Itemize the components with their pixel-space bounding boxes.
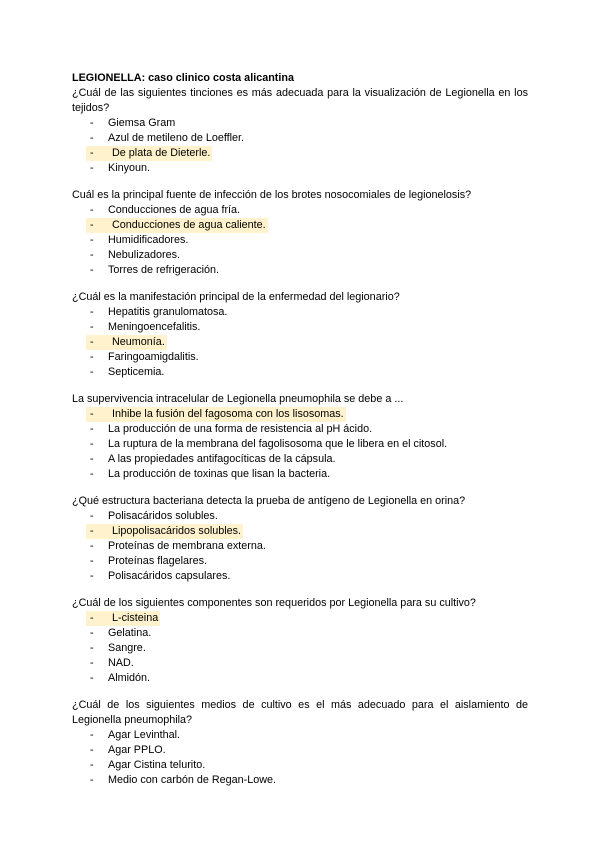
option-item-highlighted: - Neumonía. (86, 335, 167, 350)
option-item: - Polisacáridos capsulares. (90, 570, 231, 582)
option-list (72, 305, 528, 380)
option-item: - Humidificadores. (90, 234, 189, 246)
question-block (72, 392, 528, 482)
option-item: - La producción de toxinas que lisan la bacteria. (90, 468, 331, 480)
question-text: ¿Cuál de las siguientes tinciones es más adecuada para la visualización de Legionella en los tejidos? (72, 87, 528, 114)
option-item: - Sangre. (90, 642, 146, 654)
option-item: - La ruptura de la membrana del fagolisosoma que le libera en el citosol. (90, 438, 448, 450)
question-block (72, 596, 528, 686)
option-item: - Medio con carbón de Regan-Lowe. (90, 774, 277, 786)
question-block (72, 494, 528, 584)
option-item: - Nebulizadores. (90, 249, 181, 261)
question-block (72, 698, 528, 788)
option-item: - Agar Levinthal. (90, 729, 181, 741)
option-item: - Faringoamigdalitis. (90, 351, 199, 363)
option-item: - Conducciones de agua fría. (90, 204, 241, 216)
option-list (72, 728, 528, 788)
option-item: - NAD. (90, 657, 134, 669)
option-item: - Agar PPLO. (90, 744, 166, 756)
option-item: - A las propiedades antifagocíticas de la cápsula. (90, 453, 336, 465)
question-block (72, 290, 528, 380)
option-item-highlighted: - De plata de Dieterle. (86, 146, 212, 161)
option-item: - La producción de una forma de resistencia al pH ácido. (90, 423, 373, 435)
option-list (72, 116, 528, 176)
option-list (72, 509, 528, 584)
option-item: - Gelatina. (90, 627, 152, 639)
option-item: - Giemsa Gram (90, 117, 176, 129)
option-item: - Azul de metileno de Loeffler. (90, 132, 245, 144)
option-item: - Proteínas flagelares. (90, 555, 208, 567)
option-item: - Hepatitis granulomatosa. (90, 306, 228, 318)
question-text: Cuál es la principal fuente de infección de los brotes nosocomiales de legionelosis? (72, 189, 472, 201)
option-item-highlighted: - Lipopolisacáridos solubles. (86, 524, 243, 539)
option-list (72, 203, 528, 278)
question-text: La supervivencia intracelular de Legionella pneumophila se debe a ... (72, 393, 404, 405)
option-item: - Septicemia. (90, 366, 165, 378)
question-text: ¿Cuál de los siguientes medios de cultivo es el más adecuado para el aislamiento de Legionella pneumophila? (72, 699, 528, 726)
document-content (72, 71, 528, 800)
question-text: ¿Qué estructura bacteriana detecta la prueba de antígeno de Legionella en orina? (72, 495, 466, 507)
option-list (72, 407, 528, 482)
option-item-highlighted: - L-cisteina (86, 611, 160, 626)
question-text: ¿Cuál es la manifestación principal de la enfermedad del legionario? (72, 291, 400, 303)
option-item: - Almidón. (90, 672, 151, 684)
option-item: - Agar Cistina telurito. (90, 759, 206, 771)
option-item: - Polisacáridos solubles. (90, 510, 218, 522)
document-title: LEGIONELLA: caso clinico costa alicantina (72, 72, 294, 84)
question-block (72, 188, 528, 278)
option-item: - Proteínas de membrana externa. (90, 540, 266, 552)
question-text: ¿Cuál de los siguientes componentes son requeridos por Legionella para su cultivo? (72, 597, 476, 609)
option-item: - Kinyoun. (90, 162, 151, 174)
question-block (72, 86, 528, 176)
option-item-highlighted: - Inhibe la fusión del fagosoma con los lisosomas. (86, 407, 346, 422)
option-item: - Torres de refrigeración. (90, 264, 220, 276)
option-list (72, 611, 528, 686)
option-item-highlighted: - Conducciones de agua caliente. (86, 218, 268, 233)
option-item: - Meningoencefalitis. (90, 321, 201, 333)
